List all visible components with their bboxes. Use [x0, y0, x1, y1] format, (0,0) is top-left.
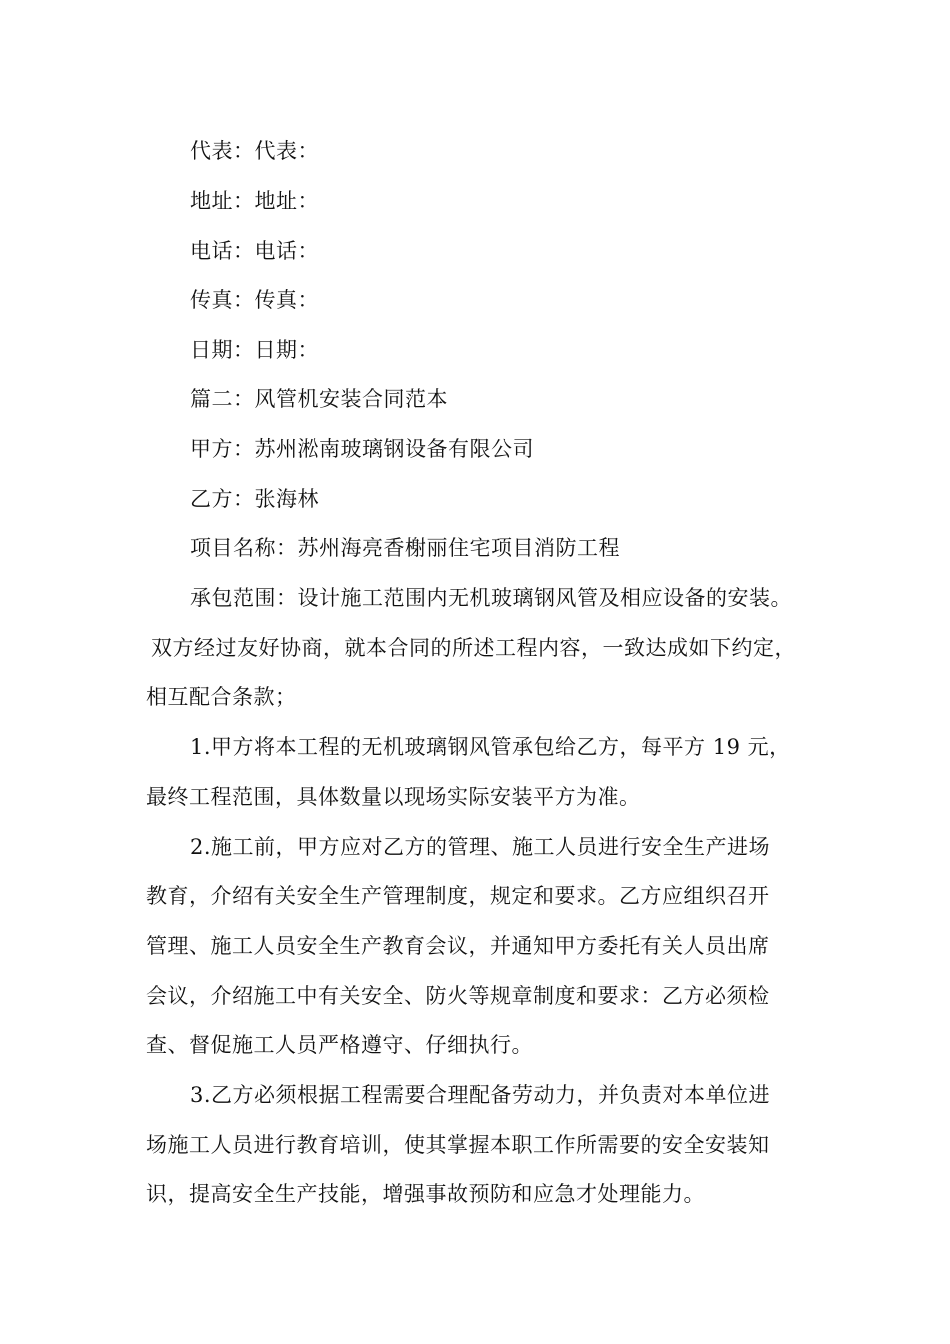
text-line: 管理、施工人员安全生产教育会议，并通知甲方委托有关人员出席 — [146, 934, 770, 958]
text-line: 乙方：张海林 — [190, 487, 319, 511]
text-line: 甲方：苏州淞南玻璃钢设备有限公司 — [190, 437, 534, 461]
text-line: 相互配合条款； — [146, 685, 297, 709]
text-line: 1.甲方将本工程的无机玻璃钢风管承包给乙方，每平方 19 元， — [190, 735, 791, 759]
text-line: 传真：传真： — [190, 288, 319, 312]
text-line: 3.乙方必须根据工程需要合理配备劳动力，并负责对本单位进 — [190, 1083, 771, 1107]
text-line: 电话：电话： — [190, 239, 319, 263]
text-line: 代表：代表： — [190, 139, 319, 163]
text-line: 地址：地址： — [190, 189, 319, 213]
text-line: 会议，介绍施工中有关安全、防火等规章制度和要求：乙方必须检 — [146, 984, 770, 1008]
section-heading: 篇二：风管机安装合同范本 — [190, 387, 448, 411]
text-line: 项目名称：苏州海亮香榭丽住宅项目消防工程 — [190, 536, 620, 560]
text-line: 识，提高安全生产技能，增强事故预防和应急才处理能力。 — [146, 1182, 705, 1206]
text-line: 日期：日期： — [190, 338, 319, 362]
text-line: 双方经过友好协商，就本合同的所述工程内容，一致达成如下约定， — [151, 636, 796, 660]
text-line: 查、督促施工人员严格遵守、仔细执行。 — [146, 1033, 533, 1057]
text-line: 承包范围：设计施工范围内无机玻璃钢风管及相应设备的安装。 — [190, 586, 792, 610]
text-line: 场施工人员进行教育培训，使其掌握本职工作所需要的安全安装知 — [146, 1133, 770, 1157]
text-line: 2.施工前，甲方应对乙方的管理、施工人员进行安全生产进场 — [190, 835, 771, 859]
text-line: 教育，介绍有关安全生产管理制度，规定和要求。乙方应组织召开 — [146, 884, 770, 908]
text-line: 最终工程范围，具体数量以现场实际安装平方为准。 — [146, 785, 641, 809]
